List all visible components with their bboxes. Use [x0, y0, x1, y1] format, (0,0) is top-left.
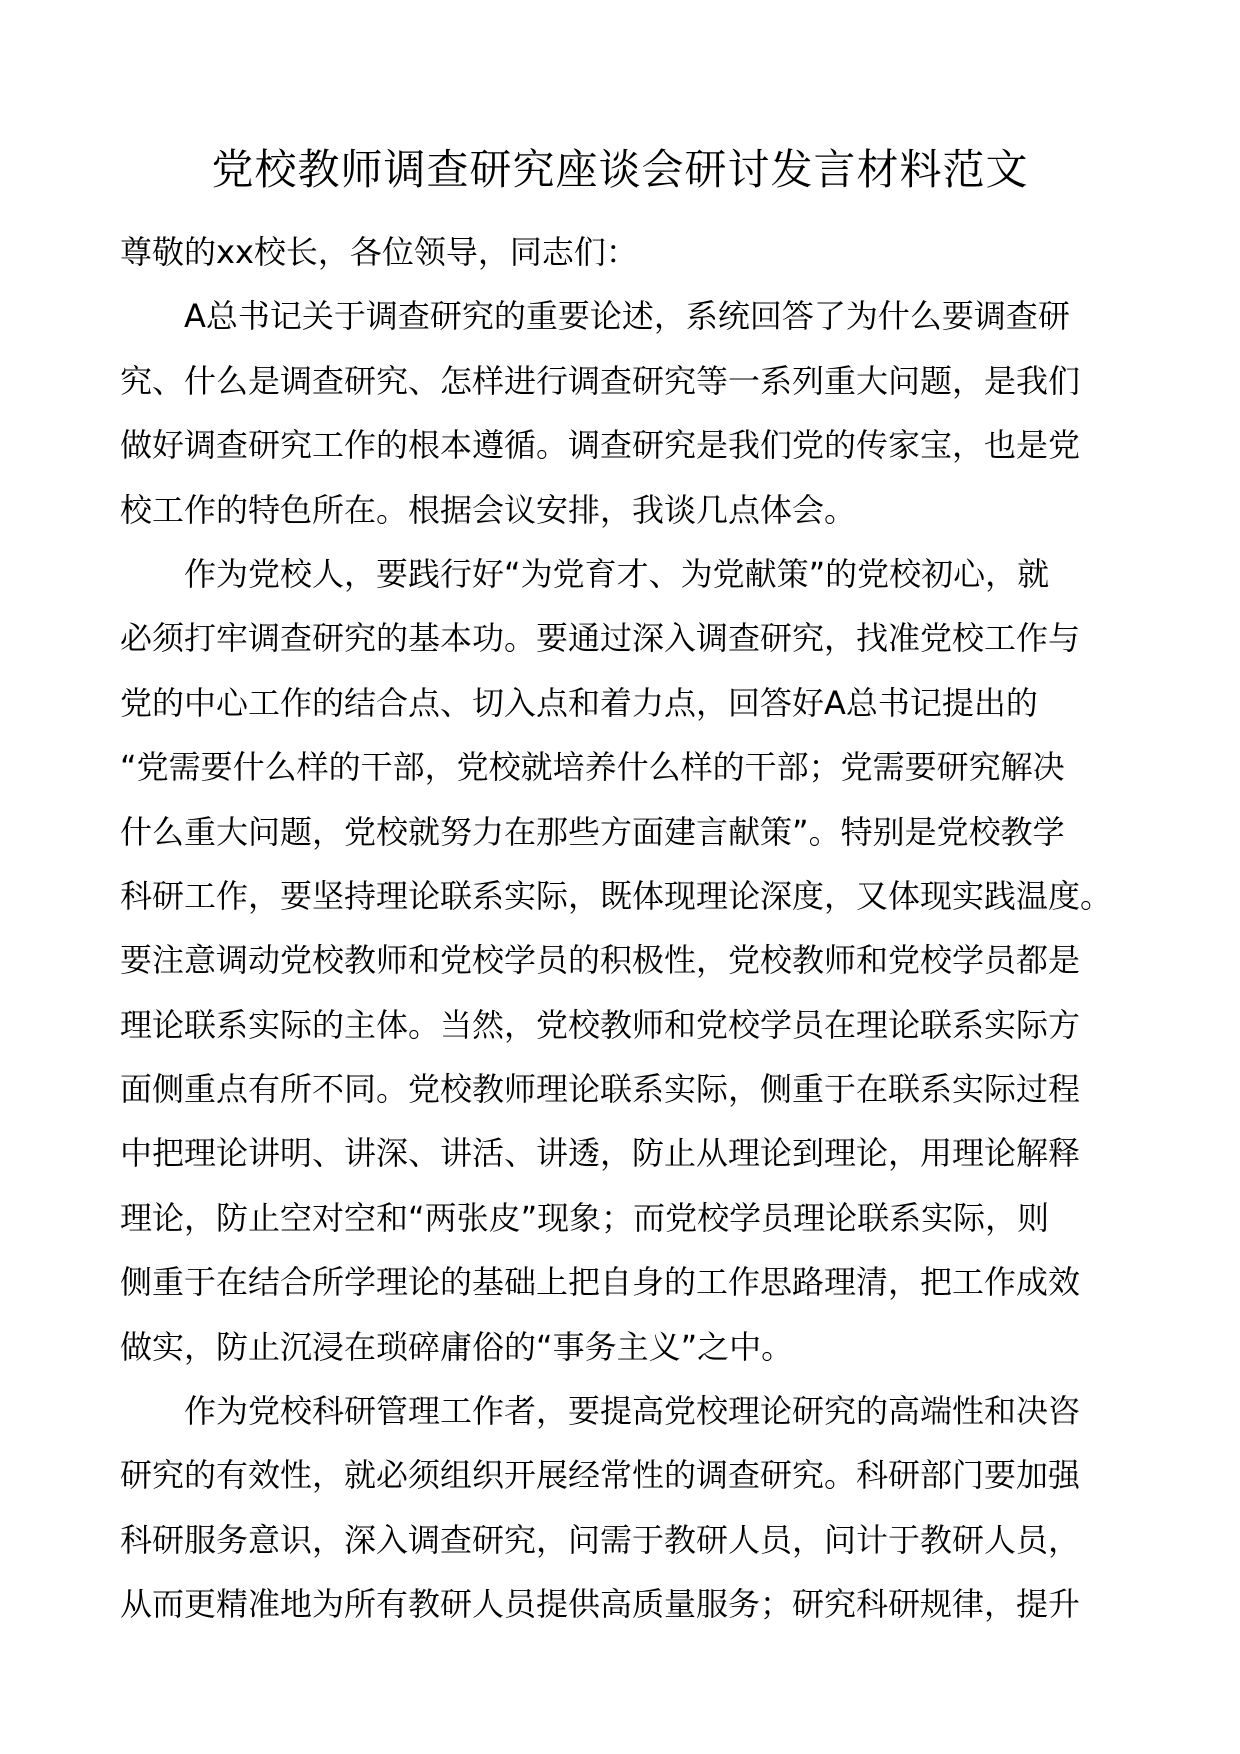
text-line: 研究的有效性，就必须组织开展经常性的调查研究。科研部门要加强 [120, 1456, 1081, 1495]
text-line: 做实，防止沉浸在琐碎庸俗的“事务主义”之中。 [120, 1327, 794, 1366]
text-line: 理论，防止空对空和“两张皮”现象；而党校学员理论联系实际，则 [120, 1198, 1050, 1237]
document-body [120, 220, 1130, 1637]
document-title: 党校教师调查研究座谈会研讨发言材料范文 [211, 145, 1029, 194]
text-line: A总书记关于调查研究的重要论述，系统回答了为什么要调查研 [184, 297, 1070, 336]
text-line: 校工作的特色所在。根据会议安排，我谈几点体会。 [120, 490, 857, 529]
text-line: 科研服务意识，深入调查研究，问需于教研人员，问计于教研人员， [120, 1520, 1081, 1559]
text-line: 侧重于在结合所学理论的基础上把自身的工作思路理清，把工作成效 [120, 1263, 1081, 1302]
text-line: 作为党校科研管理工作者，要提高党校理论研究的高端性和决咨 [184, 1392, 1081, 1431]
text-line: 党的中心工作的结合点、切入点和着力点，回答好A总书记提出的 [120, 683, 1038, 722]
text-line: 面侧重点有所不同。党校教师理论联系实际，侧重于在联系实际过程 [120, 1070, 1081, 1109]
text-line: 从而更精准地为所有教研人员提供高质量服务；研究科研规律，提升 [120, 1585, 1081, 1624]
text-line: “党需要什么样的干部，党校就培养什么样的干部；党需要研究解决 [120, 748, 1065, 787]
text-line: 作为党校人，要践行好“为党育才、为党献策”的党校初心，就 [184, 554, 1050, 593]
text-line: 必须打牢调查研究的基本功。要通过深入调查研究，找准党校工作与 [120, 619, 1081, 658]
text-line: 做好调查研究工作的根本遵循。调查研究是我们党的传家宝，也是党 [120, 426, 1081, 465]
text-line: 中把理论讲明、讲深、讲活、讲透，防止从理论到理论，用理论解释 [120, 1134, 1081, 1173]
text-line: 理论联系实际的主体。当然，党校教师和党校学员在理论联系实际方 [120, 1005, 1081, 1044]
text-line: 科研工作，要坚持理论联系实际，既体现理论深度，又体现实践温度。 [120, 876, 1113, 915]
text-line: 尊敬的xx校长，各位领导，同志们： [120, 233, 638, 271]
text-line: 究、什么是调查研究、怎样进行调查研究等一系列重大问题，是我们 [120, 361, 1081, 400]
text-line: 要注意调动党校教师和党校学员的积极性，党校教师和党校学员都是 [120, 941, 1081, 980]
text-line: 什么重大问题，党校就努力在那些方面建言献策”。特别是党校教学 [120, 812, 1065, 851]
